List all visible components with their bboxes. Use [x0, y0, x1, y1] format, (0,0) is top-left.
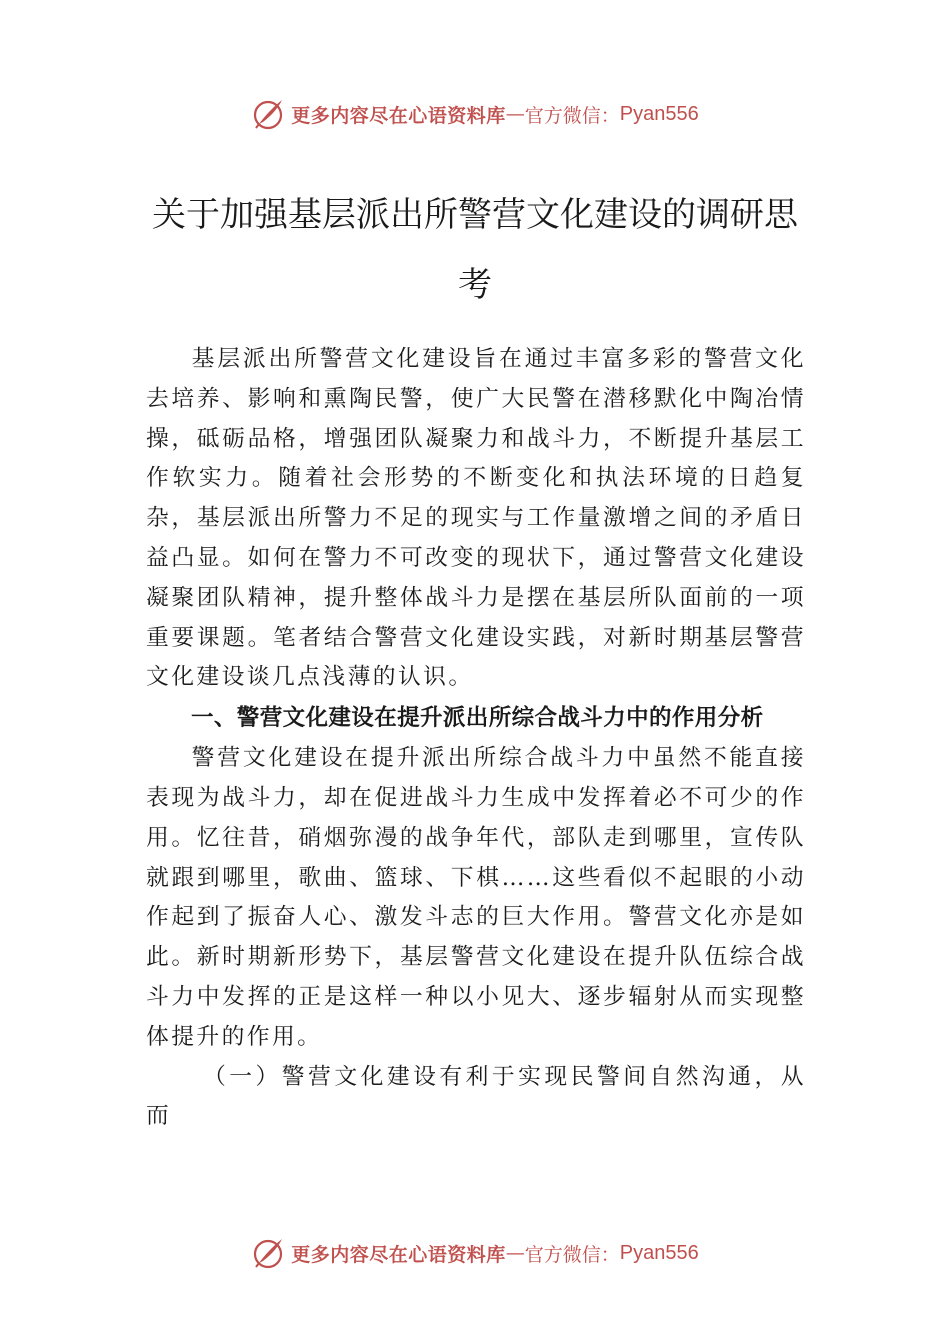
quill-logo-icon	[251, 1235, 287, 1271]
banner-slogan: 更多内容尽在心语资料库	[291, 104, 506, 127]
footer-banner	[0, 1233, 950, 1273]
banner-separator: —	[505, 1242, 525, 1264]
banner-separator: —	[505, 103, 525, 125]
section-1-paragraph: 警营文化建设在提升派出所综合战斗力中虽然不能直接表现为战斗力，却在促进战斗力生成中发挥着必不可少的作用。忆往昔，硝烟弥漫的战争年代，部队走到哪里，宣传队就跟到哪里，歌曲、篮球、下棋……这些看似不起眼的小动作起到了振奋人心、激发斗志的巨大作用。警营文化亦是如此。新时期新形势下，基层警营文化建设在提升队伍综合战斗力中发挥的正是这样一种以小见大、逐步辐射从而实现整体提升的作用。	[146, 745, 806, 1050]
banner-slogan: 更多内容尽在心语资料库	[291, 1243, 506, 1266]
banner-wechat-label: 官方微信：	[524, 104, 620, 127]
subsection-1-start: （一）警营文化建设有利于实现民警间自然沟通，从而	[146, 1063, 806, 1130]
section-heading-1: 一、警营文化建设在提升派出所综合战斗力中的作用分析	[191, 705, 764, 732]
document-title: 关于加强基层派出所警营文化建设的调研思考	[152, 195, 798, 305]
banner-wechat-id: Pyan556	[619, 102, 699, 125]
banner-wechat-label: 官方微信：	[524, 1243, 620, 1266]
banner-wechat-id: Pyan556	[619, 1241, 699, 1264]
header-banner	[0, 94, 950, 134]
document-body	[146, 340, 806, 1137]
quill-logo-icon	[251, 96, 287, 132]
intro-paragraph: 基层派出所警营文化建设旨在通过丰富多彩的警营文化去培养、影响和熏陶民警，使广大民警在潜移默化中陶冶情操，砥砺品格，增强团队凝聚力和战斗力，不断提升基层工作软实力。随着社会形势的不断变化和执法环境的日趋复杂，基层派出所警力不足的现实与工作量激增之间的矛盾日益凸显。如何在警力不可改变的现状下，通过警营文化建设凝聚团队精神，提升整体战斗力是摆在基层所队面前的一项重要课题。笔者结合警营文化建设实践，对新时期基层警营文化建设谈几点浅薄的认识。	[146, 346, 806, 691]
